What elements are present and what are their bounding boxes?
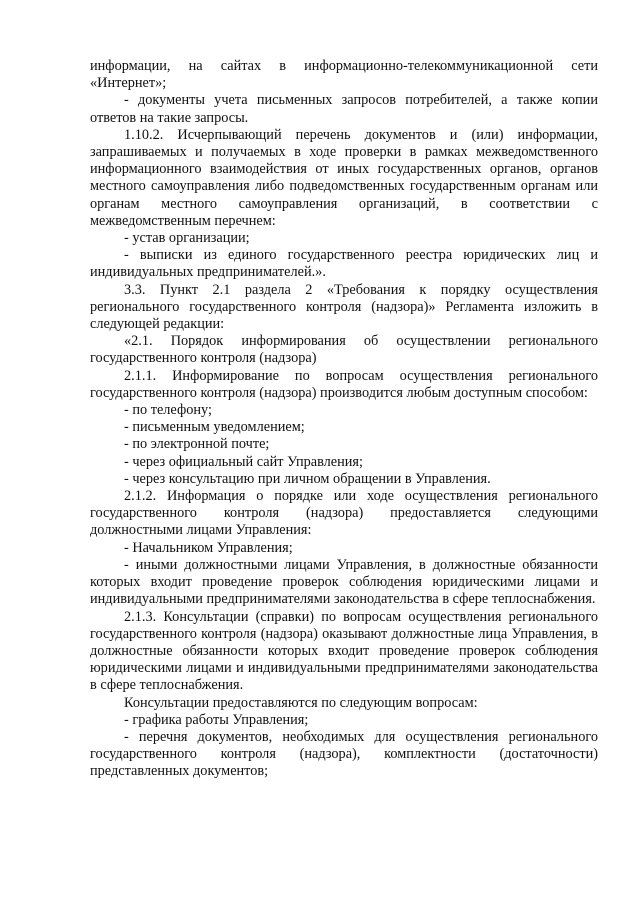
paragraph-10: - письменным уведомлением; — [124, 419, 305, 436]
paragraph-1: информации, на сайтах в информационно-телекоммуникационной сети «Интернет»; — [90, 58, 598, 92]
paragraph-8: 2.1.1. Информирование по вопросам осуществления регионального государственного контроля (надзора) производится любым доступным способом: — [90, 367, 598, 401]
paragraph-9: - по телефону; — [124, 402, 212, 419]
paragraph-12: - через официальный сайт Управления; — [124, 453, 363, 470]
paragraph-20: - перечня документов, необходимых для осуществления регионального государственного контроля (надзора), комплектности (достаточности) представленных документов; — [90, 728, 598, 780]
paragraph-5: - выписки из единого государственного реестра юридических лиц и индивидуальных предпринимателей.». — [90, 247, 598, 281]
paragraph-11: - по электронной почте; — [124, 436, 270, 453]
paragraph-14: 2.1.2. Информация о порядке или ходе осуществления регионального государственного контроля (надзора) предоставляется следующими должностными лицами Управления: — [90, 488, 598, 539]
paragraph-7: «2.1. Порядок информирования об осуществлении регионального государственного контроля (надзора) — [90, 333, 598, 367]
paragraph-2: - документы учета письменных запросов потребителей, а также копии ответов на такие запросы. — [90, 92, 598, 126]
paragraph-19: - графика работы Управления; — [124, 711, 309, 728]
paragraph-4: - устав организации; — [124, 230, 250, 247]
document-body — [90, 58, 598, 781]
paragraph-6: 3.3. Пункт 2.1 раздела 2 «Требования к порядку осуществления регионального государственного контроля (надзора)» Регламента изложить в следующей редакции: — [90, 281, 598, 333]
paragraph-17: 2.1.3. Консультации (справки) по вопросам осуществления регионального государственного контроля (надзора) оказывают должностные лица Управления, в должностные обязанности которых входит проведение проверок соблюдения юридическими лицами и индивидуальными предпринимателями законодательства в сфере теплоснабжения. — [90, 608, 598, 694]
paragraph-16: - иными должностными лицами Управления, в должностные обязанности которых входит проведение проверок соблюдения юридическими лицами и индивидуальными предпринимателями законодательства в сфере теплоснабжения. — [90, 556, 598, 608]
paragraph-15: - Начальником Управления; — [124, 539, 293, 556]
paragraph-3: 1.10.2. Исчерпывающий перечень документов и (или) информации, запрашиваемых и получаемых в ходе проверки в рамках межведомственного информационного взаимодействия от иных государственных органов, органов местного самоуправления либо подведомственных государственным органам или органам местного самоуправления организаций, в соответствии с межведомственным перечнем: — [90, 126, 598, 229]
paragraph-18: Консультации предоставляются по следующим вопросам: — [124, 694, 478, 711]
paragraph-13: - через консультацию при личном обращении в Управления. — [124, 470, 491, 487]
